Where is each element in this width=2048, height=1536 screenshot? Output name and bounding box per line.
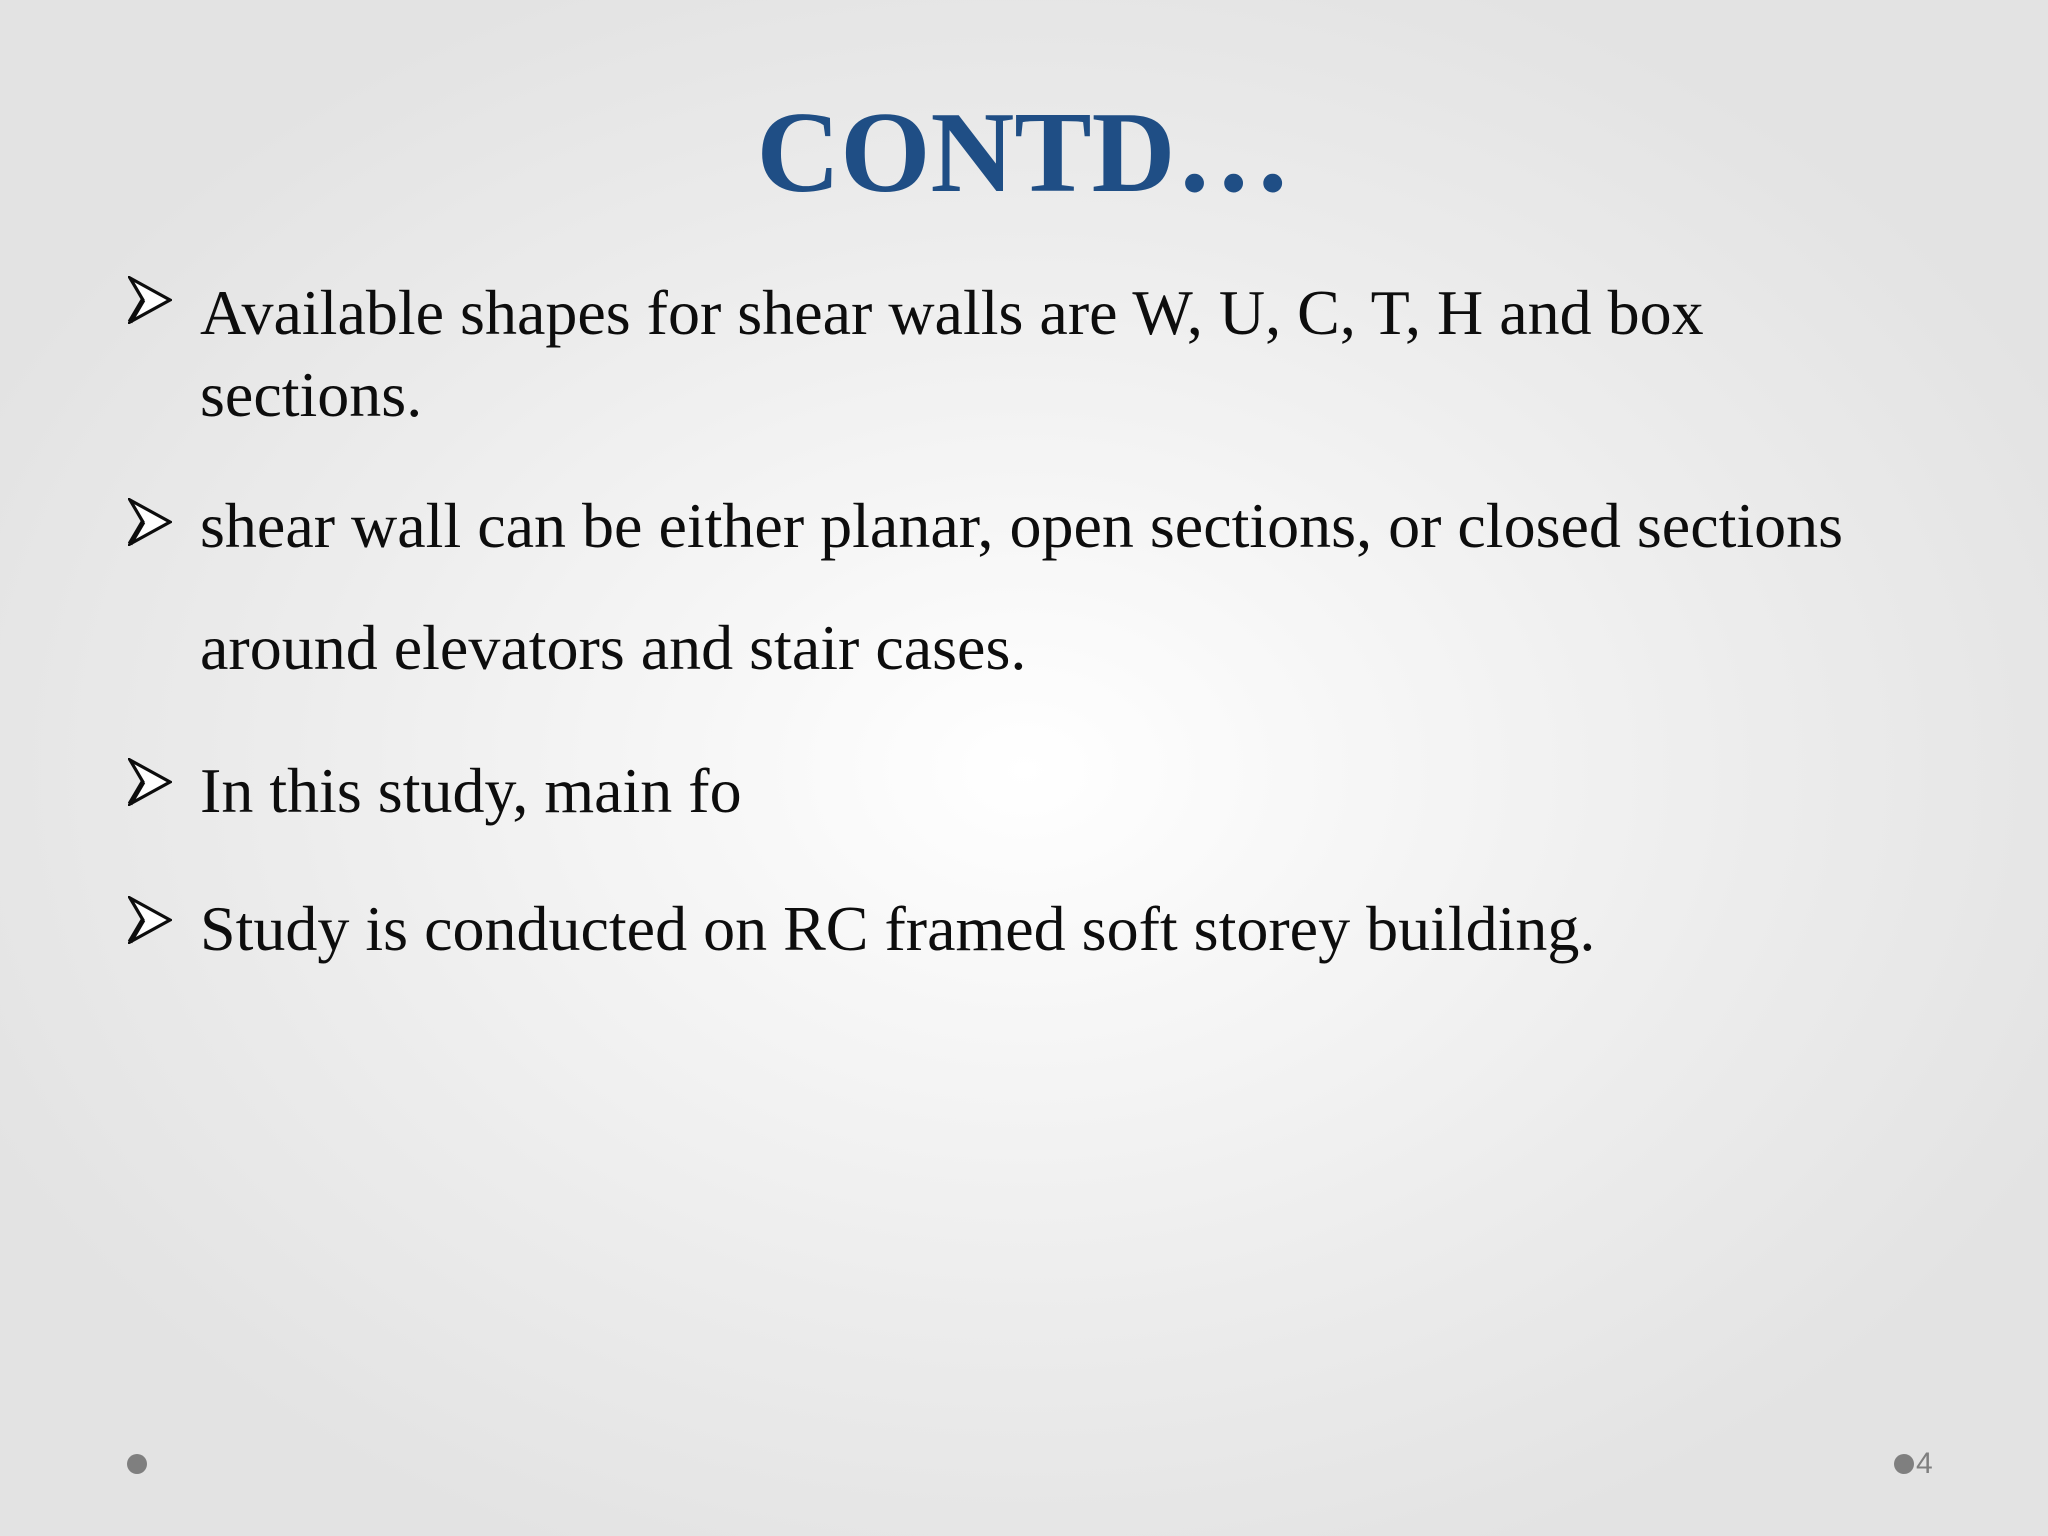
page-number: 4 [1916, 1447, 1933, 1480]
arrowhead-bullet-icon [128, 758, 172, 806]
slide-title: CONTD… [756, 89, 1292, 217]
arrowhead-bullet-icon [128, 276, 172, 324]
bullet-text: In this study, main fo [200, 755, 742, 826]
bullet-text: Available shapes for shear walls are W, U, C, T, H and box sections. [200, 277, 1704, 430]
footer-left-dot-icon [127, 1454, 147, 1474]
bullet-text: shear wall can be either planar, open sections, or closed sections around elevators and stair cases. [200, 490, 1844, 683]
arrowhead-bullet-icon [128, 896, 172, 944]
footer-right-dot-icon [1894, 1454, 1914, 1474]
arrowhead-bullet-icon [128, 498, 172, 546]
bullet-text: Study is conducted on RC framed soft storey building. [200, 893, 1596, 964]
